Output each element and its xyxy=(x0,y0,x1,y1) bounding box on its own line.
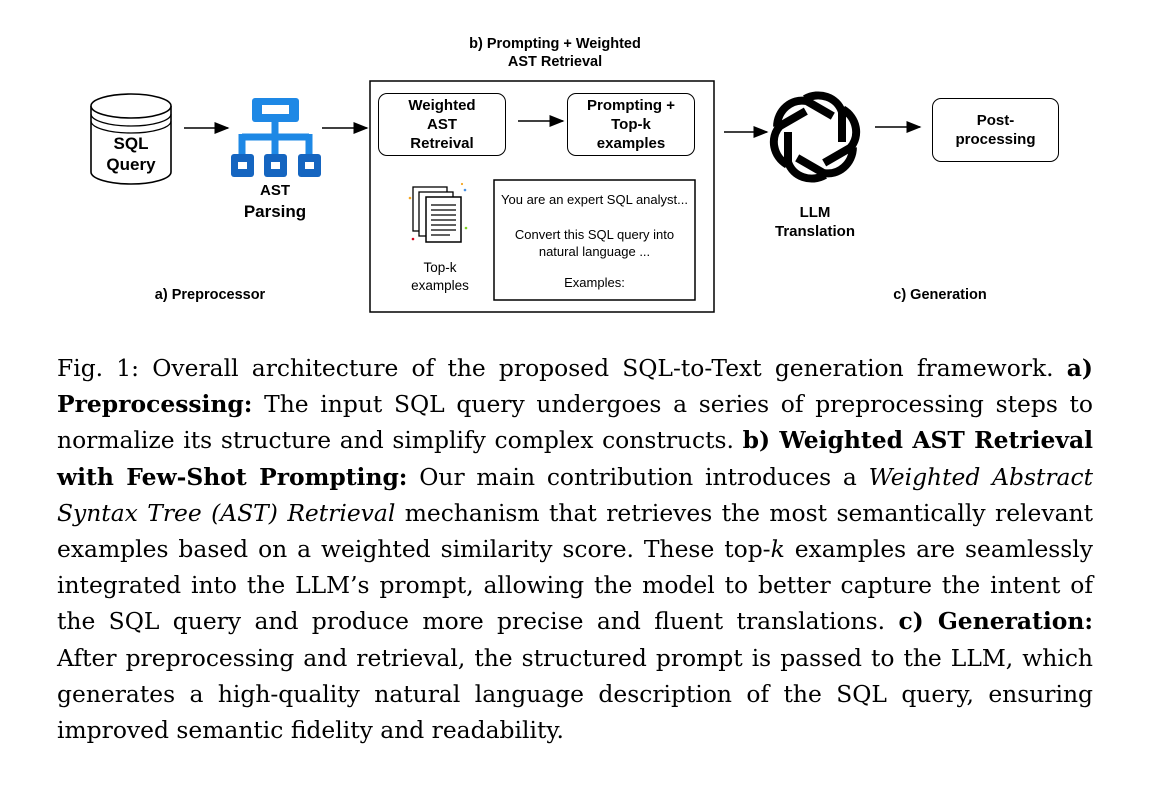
retrieval-section-title: b) Prompting + Weighted AST Retrieval xyxy=(469,36,641,70)
caption-a-heading: a) Preprocessing: xyxy=(57,354,1093,419)
llm-translation-label: LLM Translation xyxy=(774,204,856,240)
documents-icon xyxy=(409,183,468,242)
ast-label: AST xyxy=(260,182,290,199)
caption-fig-label: Fig. 1: xyxy=(57,354,140,382)
weighted-ast-retrieval-box: Weighted AST Retreival xyxy=(378,93,506,156)
postprocessing-box: Post- processing xyxy=(932,98,1059,162)
caption-b-italic: Weighted Abstract Syntax Tree (AST) Retrieval xyxy=(57,462,1093,527)
ast-tree-icon xyxy=(231,98,321,177)
prompting-topk-box: Prompting + Top-k examples xyxy=(567,93,695,156)
preprocessor-section-label: a) Preprocessor xyxy=(154,287,266,303)
caption-intro: Overall architecture of the proposed SQL-to-Text generation framework. xyxy=(139,354,1067,382)
caption-b-text-2: mechanism that retrieves the most semantically relevant examples based on a weighted similarity score. These top- xyxy=(57,498,1093,564)
topk-examples-label: Top-k examples xyxy=(411,260,469,293)
llm-logo-icon xyxy=(766,93,865,181)
caption-b-text-3: examples are seamlessly integrated into the LLM’s prompt, allowing the model to better capture the intent of the SQL query and produce more precise and fluent translations. xyxy=(57,535,1093,636)
architecture-figure xyxy=(0,0,1150,335)
caption-b-k: k xyxy=(770,535,785,564)
generation-section-label: c) Generation xyxy=(893,287,987,303)
caption-a-text: The input SQL query undergoes a series of preprocessing steps to normalize its structure and simplify complex constructs. xyxy=(57,390,1093,455)
prompt-line-1: You are an expert SQL analyst... xyxy=(501,192,688,207)
caption-c-text: After preprocessing and retrieval, the structured prompt is passed to the LLM, which generates a high-quality natural language description of the SQL query, ensuring improved semantic fidelity and readability. xyxy=(57,643,1093,745)
db-label: SQL Query xyxy=(106,134,156,174)
figure-caption xyxy=(57,350,1093,748)
prompt-line-3: Examples: xyxy=(564,275,625,290)
caption-b-heading: b) Weighted AST Retrieval with Few-Shot Prompting: xyxy=(57,426,1093,491)
parsing-label: Parsing xyxy=(243,202,307,221)
prompt-line-2: Convert this SQL query into natural language ... xyxy=(514,227,675,259)
caption-b-text-1: Our main contribution introduces a xyxy=(407,462,869,491)
caption-c-heading: c) Generation: xyxy=(898,607,1093,636)
